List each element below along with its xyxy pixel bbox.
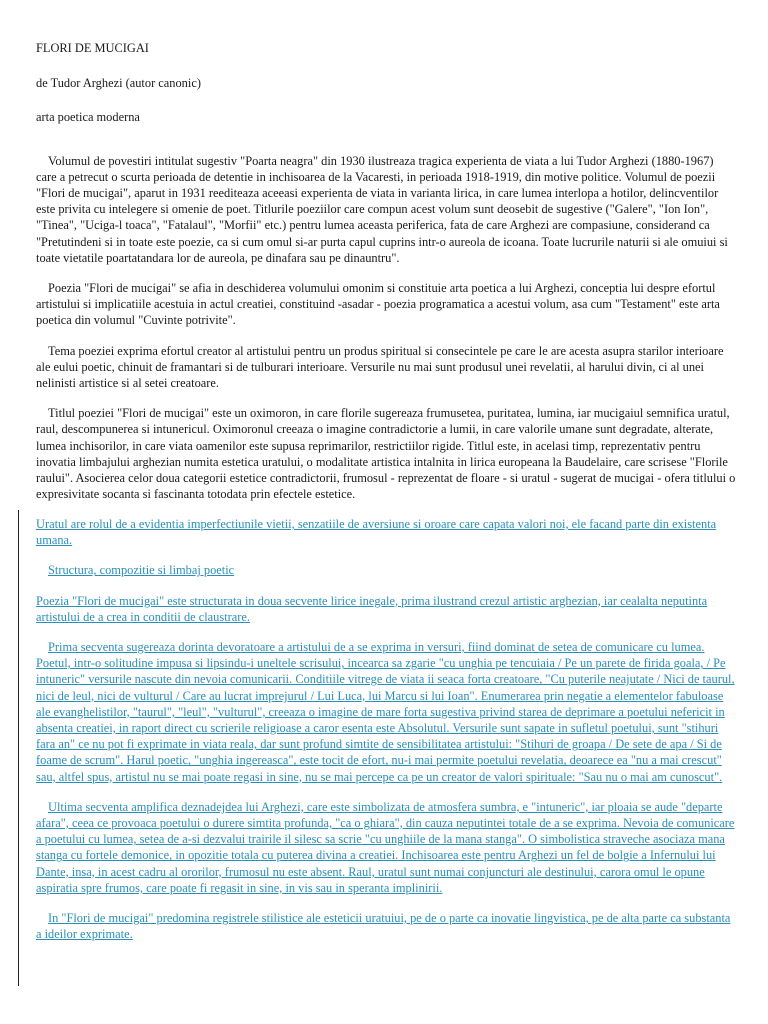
link-paragraph-structura[interactable]: Poezia "Flori de mucigai" este structurata in doua secvente lirice inegale, prima ilustrand crezul artistic arghezian, iar cealalta neputinta artistului de a crea in conditii de claustrare. [36,593,708,624]
linked-section [36,516,736,942]
document-body [36,40,736,502]
document-author: de Tudor Arghezi (autor canonic) [36,76,201,91]
paragraph-art-poetica: Poezia "Flori de mucigai" se afia in deschiderea volumului omonim si constituie arta poetica a lui Arghezi, conceptia lui despre efortul artistului si implicatiile acestuia in actul creatiei, constituind -asadar - poezia programatica a acestui volum, asa cum "Testament" este arta poetica din volumul "Cuvinte potrivite". [36,281,720,328]
document-genre: arta poetica moderna [36,110,140,125]
link-paragraph-urat[interactable]: Uratul are rolul de a evidentia imperfectiunile vietii, senzatiile de aversiune si oroare care capata valori noi, ele facand parte din existenta umana. [36,517,717,548]
link-paragraph-prima-secventa[interactable]: Prima secventa sugereaza dorinta devoratoare a artistului de a se exprima in versuri, fiind dominat de setea de comunicare cu lumea. Poetul, intr-o solitudine impusa si lipsindu-i uneltele scrisului, incearca sa zgarie "cu unghia pe tencuiaia / Pe un parete de firida goala, / Pe intuneric" versurile nascute din nevoia comunicarii. Conditiile vitrege de viata ii seaca forta creatoare, "Cu puterile neajutate / Nici de taurul, nici de leul, nici de vulturul / Care au lucrat imprejurul / Lui Luca, lui Marcu si lui Ioan". Enumerarea prin negatie a elementelor fabuloase ale evanghelistilor, "taurul", "leul", "vulturul", creeaza o imagine de mare forta sugestiva privind starea de deprimare a poetului nefericit in absenta creatiei, in raport direct cu scrierile religioase a caror esenta este Absolutul. Versurile sunt sapate in sufletul poetului, sunt "stihuri fara an" ce nu pot fi exprimate in viata reala, dar sunt profund simtite de sensibilitatea artistului: "Stihuri de groapa / De sete de apa / Si de foame de scrum". Harul poetic, "unghia ingereasca", este tocit de efort, nu-i mai permite poetului revelatia, deoarece ea "nu a mai crescut" sau, altfel spus, artistul nu se mai poate regasi in sine, nu se mai percepe ca pe un creator de valori spirituale: "Sau nu o mai am cunoscut". [36,640,735,784]
link-paragraph-ultima-secventa[interactable]: Ultima secventa amplifica deznadejdea lui Arghezi, care este simbolizata de atmosfera sumbra, e "intuneric", iar ploaia se aude "departe afara", ceea ce provoaca poetului o durere simtita profunda, "ca o ghiara", din cauza neputintei totale de a se exprima. Nevoia de comunicare a poetului cu lumea, setea de a-si dezvalui trairile il silesc sa scrie "cu unghiile de la mana stanga". O simbolistica straveche asociaza mana stanga cu fortele demonice, in opozitie totala cu puterea divina a creatiei. Inchisoarea este pentru Arghezi un fel de bolgie a Infernului lui Dante, insa, in acest cadru al ororilor, frumosul nu este absent. Raul, uratul sunt numai conjuncturi ale destinului, carora omul le opune aspiratia spre frumos, care poate fi regasit in sine, in vis sau in speranta implinirii. [36,799,735,895]
document-title: FLORI DE MUCIGAI [36,41,149,55]
link-heading-structura[interactable]: Structura, compozitie si limbaj poetic [48,563,235,578]
paragraph-theme: Tema poeziei exprima efortul creator al artistului pentru un produs spiritual si consecintele pe care le are acesta asupra starilor interioare ale eului poetic, chinuit de framantari si de tulburari interioare. Versurile nu mai sunt produsul unei revelatii, al harului divin, ci al unei nelinisti artistice si al setei creatoare. [36,343,724,391]
paragraph-intro: Volumul de povestiri intitulat sugestiv "Poarta neagra" din 1930 ilustreaza tragica experienta de viata a lui Tudor Arghezi (1880-1967) care a petrecut o scurta perioada de detentie in inchisoarea de la Vacaresti, in perioada 1918-1919, din motive politice. Volumul de poezii "Flori de mucigai", aparut in 1931 reediteaza aceeasi experienta de viata in varianta lirica, in care lumea interlopa a hotilor, delincventilor este privita cu intelegere si omenie de poet. Titlurile poeziilor care compun acest volum sunt deosebit de sugestive ("Galere", "Ion Ion", "Tinea", "Uciga-l toaca", "Fatalaul", "Morfii" etc.) pentru lumea aceasta periferica, fata de care Arghezi are compasiune, considerand ca "Pretutindeni si in toate este poezie, ca si cum omul si-ar purta capul cuprins intr-o aureola de icoana. Toate lucrurile naturii si ale omuiui si toate vietatile poartatandara lor de aureola, pe dinafara sau pe dinauntru". [36,153,728,265]
change-margin-bar [18,510,19,986]
link-paragraph-registre[interactable]: In "Flori de mucigai" predomina registrele stilistice ale esteticii uratuiui, pe de o parte ca inovatie lingvistica, pe de alta parte ca substanta a ideilor exprimate. [36,911,731,942]
paragraph-title-analysis: Titlul poeziei "Flori de mucigai" este un oximoron, in care florile sugereaza frumusetea, puritatea, lumina, iar mucigaiul semnifica uratul, raul, descompunerea si intunericul. Oximoronul creeaza o imagine contradictorie a lumii, in care valorile umane sunt degradate, alterate, lumea inchisorilor, in care viata oamenilor este supusa reprimarilor, restrictiilor rigide. Titlul este, in acelasi timp, reprezentativ pentru inovatia limbajului arghezian numita estetica uratului, o modalitate artistica intalnita in lirica europeana la Baudelaire, care scrisese "Florile raului". Asocierea celor doua categorii estetice contradictorii, frumosul - reprezentat de floare - si uratul - sugerat de mucigai - ofera titlului o expresivitate socanta si fascinanta totodata prin efectele estetice. [36,406,736,502]
